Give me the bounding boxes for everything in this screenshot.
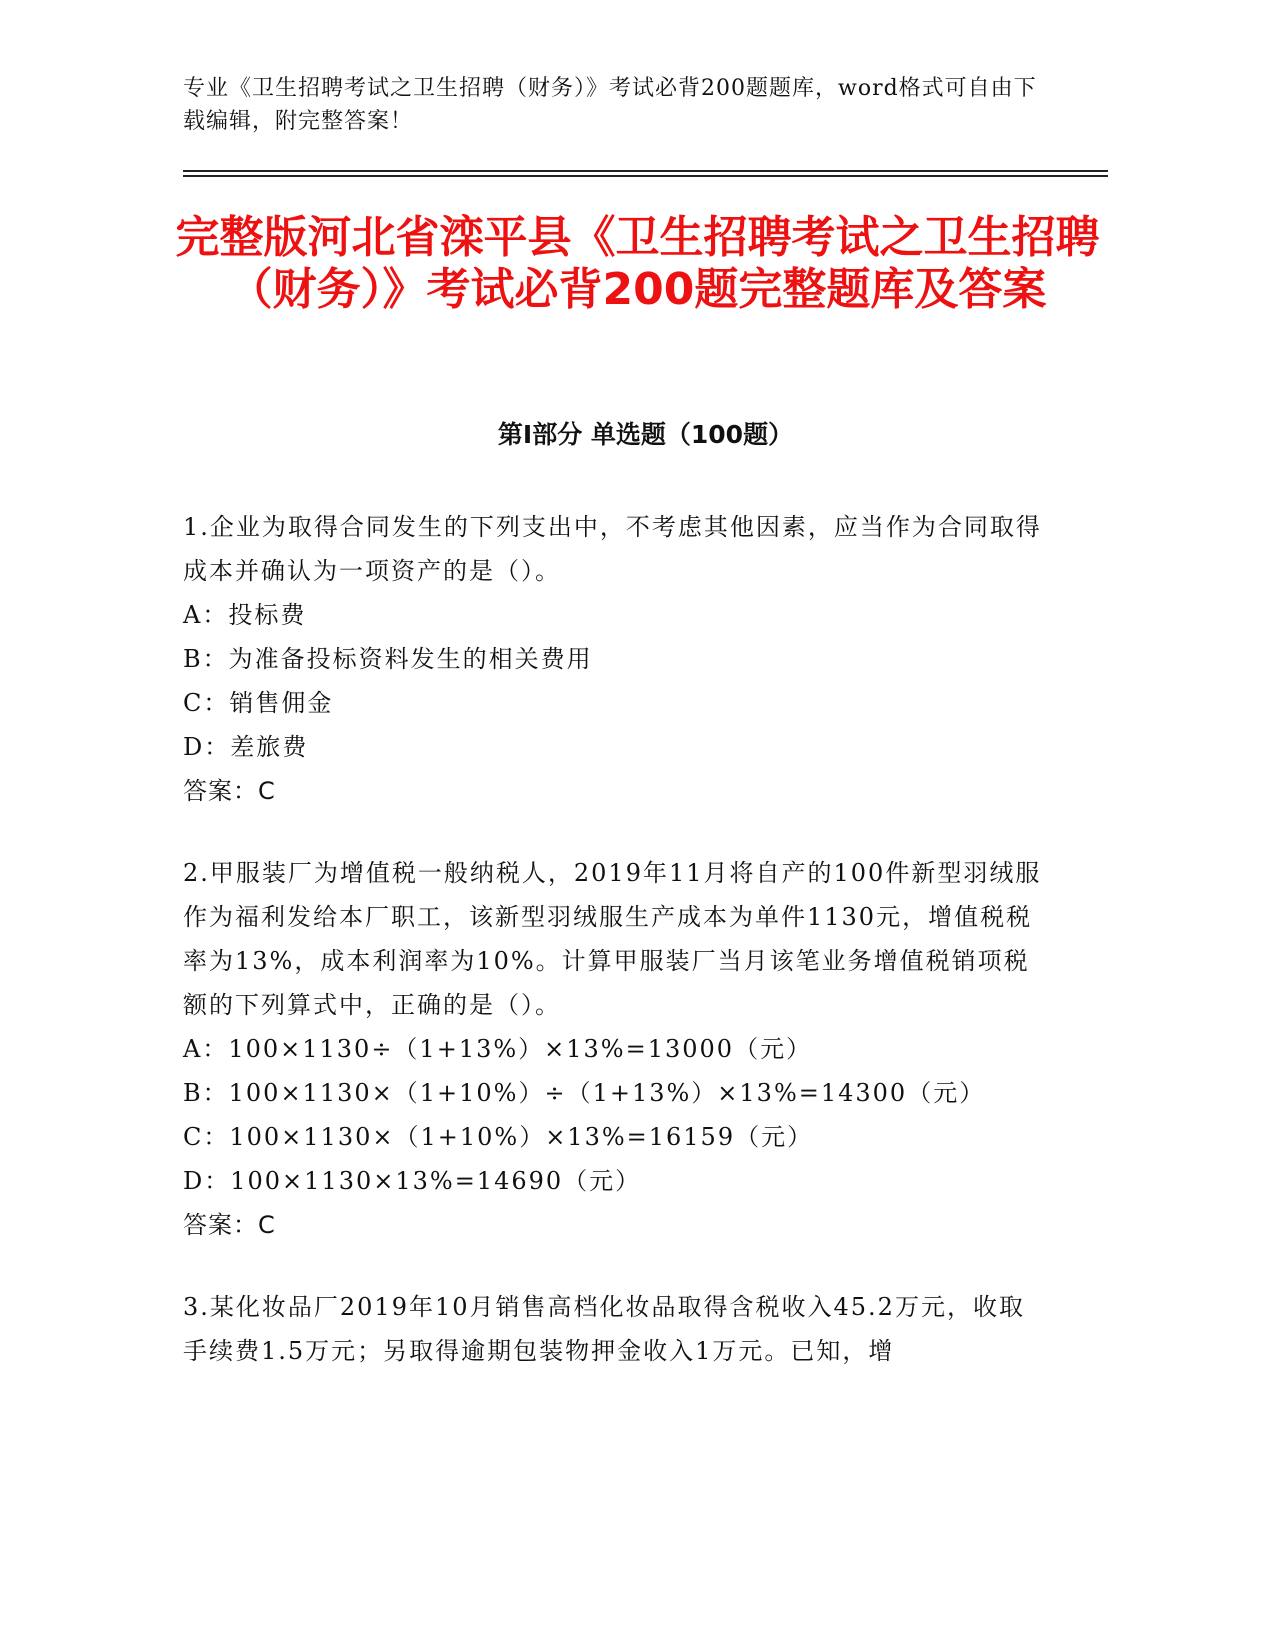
option-d: D：差旅费 xyxy=(183,733,309,761)
question-list xyxy=(183,505,1043,1411)
answer: 答案：C xyxy=(183,1211,276,1239)
question-1 xyxy=(183,505,1043,813)
option-a: A：100×1130÷（1+13%）×13%=13000（元） xyxy=(183,1035,813,1063)
option-d: D：100×1130×13%=14690（元） xyxy=(183,1167,642,1195)
header-rule-top xyxy=(183,170,1108,172)
section-heading: 第I部分 单选题（100题） xyxy=(497,420,794,449)
question-stem: 1.企业为取得合同发生的下列支出中，不考虑其他因素，应当作为合同取得成本并确认为一项资产的是（）。 xyxy=(183,513,1042,585)
document-title: 完整版河北省滦平县《卫生招聘考试之卫生招聘（财务）》考试必背200题完整题库及答案 xyxy=(175,212,1100,315)
option-a: A：投标费 xyxy=(183,601,307,629)
option-b: B：100×1130×（1+10%）÷（1+13%）×13%=14300（元） xyxy=(183,1079,986,1107)
option-c: C：100×1130×（1+10%）×13%=16159（元） xyxy=(183,1123,814,1151)
question-stem: 2.甲服装厂为增值税一般纳税人，2019年11月将自产的100件新型羽绒服作为福利发给本厂职工，该新型羽绒服生产成本为单件1130元，增值税税率为13%，成本利润率为10%。计算甲服装厂当月该笔业务增值税销项税额的下列算式中，正确的是（）。 xyxy=(183,859,1042,1019)
header-note: 专业《卫生招聘考试之卫生招聘（财务）》考试必背200题题库，word格式可自由下载编辑，附完整答案！ xyxy=(183,76,1037,134)
question-2 xyxy=(183,851,1043,1247)
header-rule-bottom xyxy=(183,175,1108,177)
question-3 xyxy=(183,1285,1043,1373)
question-stem: 3.某化妆品厂2019年10月销售高档化妆品取得含税收入45.2万元，收取手续费1.5万元；另取得逾期包装物押金收入1万元。已知，增 xyxy=(183,1293,1025,1365)
option-b: B：为准备投标资料发生的相关费用 xyxy=(183,645,593,673)
option-c: C：销售佣金 xyxy=(183,689,334,717)
answer: 答案：C xyxy=(183,777,276,805)
